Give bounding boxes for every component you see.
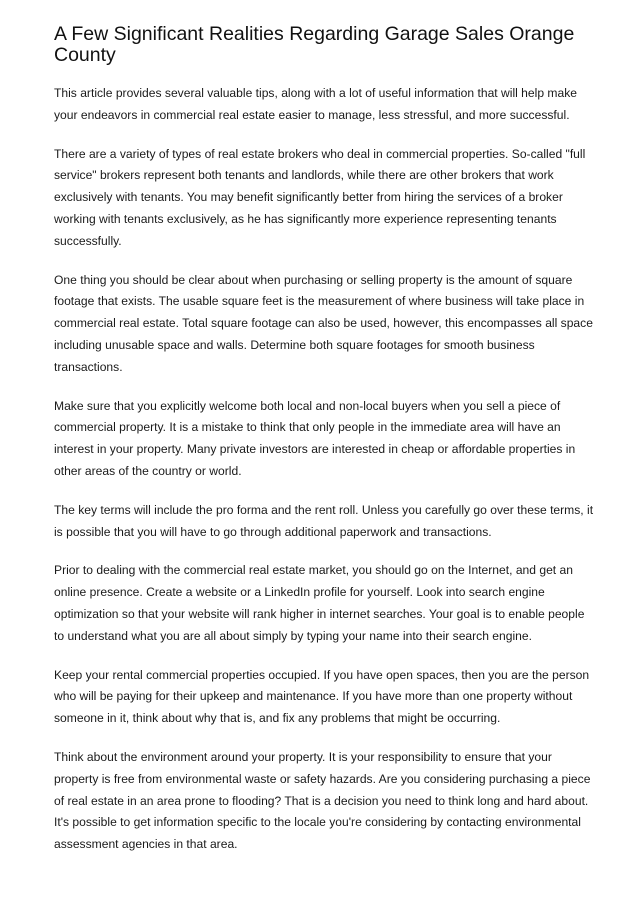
paragraph-1: This article provides several valuable tips, along with a lot of useful information that will help make your endeavors in commercial real estate easier to manage, less stressful, and more successful. [54, 86, 577, 122]
paragraph-2: There are a variety of types of real estate brokers who deal in commercial properties. So-called "full service" brokers represent both tenants and landlords, while there are other brokers that work exclusively with tenants. You may benefit significantly better from hiring the services of a broker working with tenants exclusively, as he has significantly more experience representing tenants successfully. [54, 146, 586, 248]
document-page [54, 24, 594, 873]
paragraph-8: Think about the environment around your property. It is your responsibility to ensure that your property is free from environmental waste or safety hazards. Are you considering purchasing a piece of real estate in an area prone to flooding? That is a decision you need to think long and hard about. It's possible to get information specific to the locale you're considering by contacting environmental assessment agencies in that area. [54, 749, 591, 852]
paragraph-5: The key terms will include the pro forma and the rent roll. Unless you carefully go over these terms, it is possible that you will have to go through additional paperwork and transactions. [54, 502, 594, 539]
paragraph-7: Keep your rental commercial properties occupied. If you have open spaces, then you are the person who will be paying for their upkeep and maintenance. If you have more than one property without someone in it, think about why that is, and fix any problems that might be occurring. [54, 667, 590, 726]
paragraph-3: One thing you should be clear about when purchasing or selling property is the amount of square footage that exists. The usable square feet is the measurement of where business will take place in commercial real estate. Total square footage can also be used, however, this encompasses all space including unusable space and walls. Determine both square footages for smooth business transactions. [54, 272, 593, 374]
document-title: A Few Significant Realities Regarding Garage Sales Orange County [54, 23, 575, 66]
paragraph-4: Make sure that you explicitly welcome both local and non-local buyers when you sell a piece of commercial property. It is a mistake to think that only people in the immediate area will have an interest in your property. Many private investors are interested in cheap or affordable properties in other areas of the country or world. [54, 398, 576, 478]
paragraph-6: Prior to dealing with the commercial real estate market, you should go on the Internet, and get an online presence. Create a website or a LinkedIn profile for yourself. Look into search engine optimization so that your website will rank higher in internet searches. Your goal is to enable people to understand what you are all about simply by typing your name into their search engine. [54, 563, 585, 643]
